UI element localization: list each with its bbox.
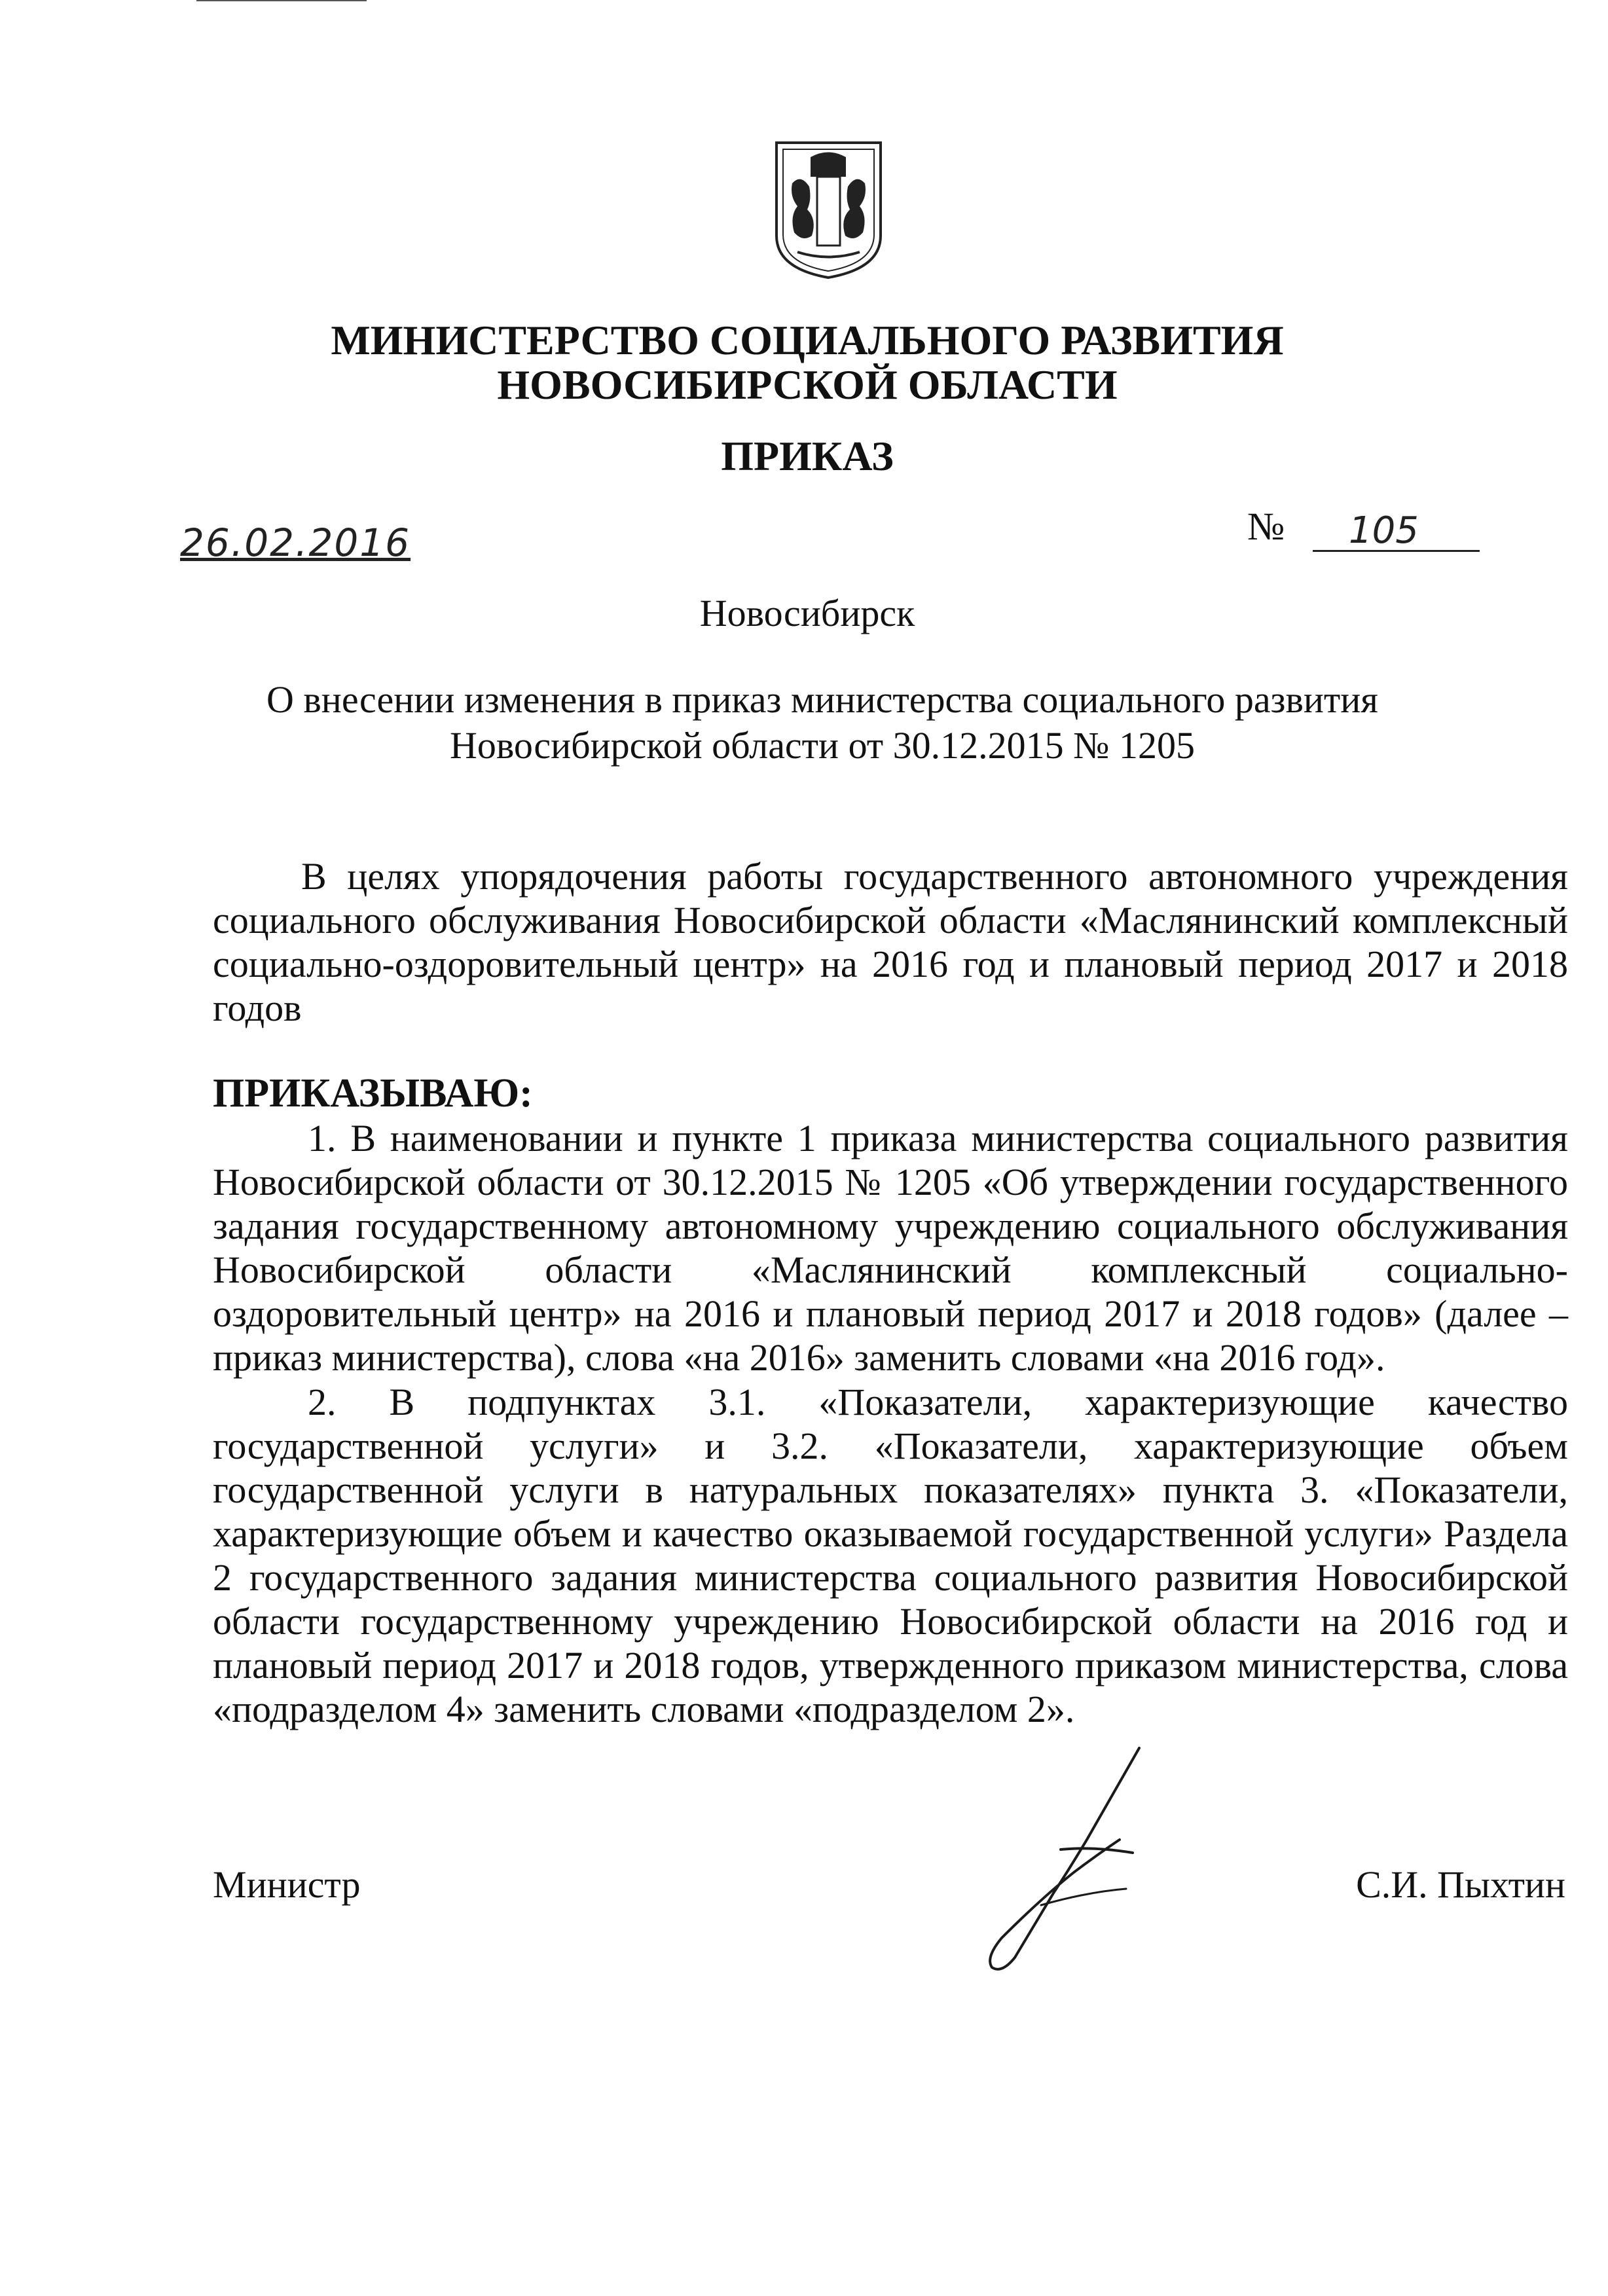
document-title-line2: Новосибирской области от 30.12.2015 № 1205: [450, 724, 1195, 767]
signatory-name: С.И. Пыхтин: [1356, 1863, 1565, 1906]
scan-artifact: [196, 0, 367, 5]
document-title-line1: О внесении изменения в приказ министерства социального развития: [266, 678, 1378, 721]
document-type: ПРИКАЗ: [721, 433, 894, 479]
ministry-name-line2: НОВОСИБИРСКОЙ ОБЛАСТИ: [497, 361, 1118, 408]
document-number: 105: [1349, 509, 1419, 552]
intro-paragraph: В целях упорядочения работы государственного автономного учреждения социального обслуживания Новосибирской области «Маслянинский комплексный социально-оздоровительный центр» на 2016 год и плановый период 2017 и 2018 годов: [213, 855, 1568, 1029]
signatory-position: Министр: [213, 1863, 361, 1906]
number-label: №: [1247, 505, 1285, 548]
order-item-1: 1. В наименовании и пункте 1 приказа министерства социального развития Новосибирской области от 30.12.2015 № 1205 «Об утверждении государственного задания государственному автономному учреждению социального обслуживания Новосибирской области «Маслянинский комплексный социально-оздоровительный центр» на 2016 и плановый период 2017 и 2018 годов» (далее – приказ министерства), слова «на 2016» заменить словами «на 2016 год».: [213, 1117, 1568, 1379]
coat-of-arms-icon: [771, 137, 886, 282]
handwritten-signature: [962, 1741, 1179, 1977]
document-date: 26.02.2016: [180, 520, 411, 565]
ministry-name-line1: МИНИСТЕРСТВО СОЦИАЛЬНОГО РАЗВИТИЯ: [331, 317, 1284, 363]
order-item-2: 2. В подпунктах 3.1. «Показатели, характеризующие качество государственной услуги» и 3.2. «Показатели, характеризующие объем государственной услуги в натуральных показателях» пункта 3. «Показатели, характеризующие объем и качество оказываемой государственной услуги» Раздела 2 государственного задания министерства социального развития Новосибирской области государственному учреждению Новосибирской области на 2016 год и плановый период 2017 и 2018 годов, утвержденного приказом министерства, слова «подразделом 4» заменить словами «подразделом 2».: [213, 1381, 1568, 1730]
city: Новосибирск: [699, 592, 915, 634]
decree-heading: ПРИКАЗЫВАЮ:: [213, 1071, 533, 1116]
